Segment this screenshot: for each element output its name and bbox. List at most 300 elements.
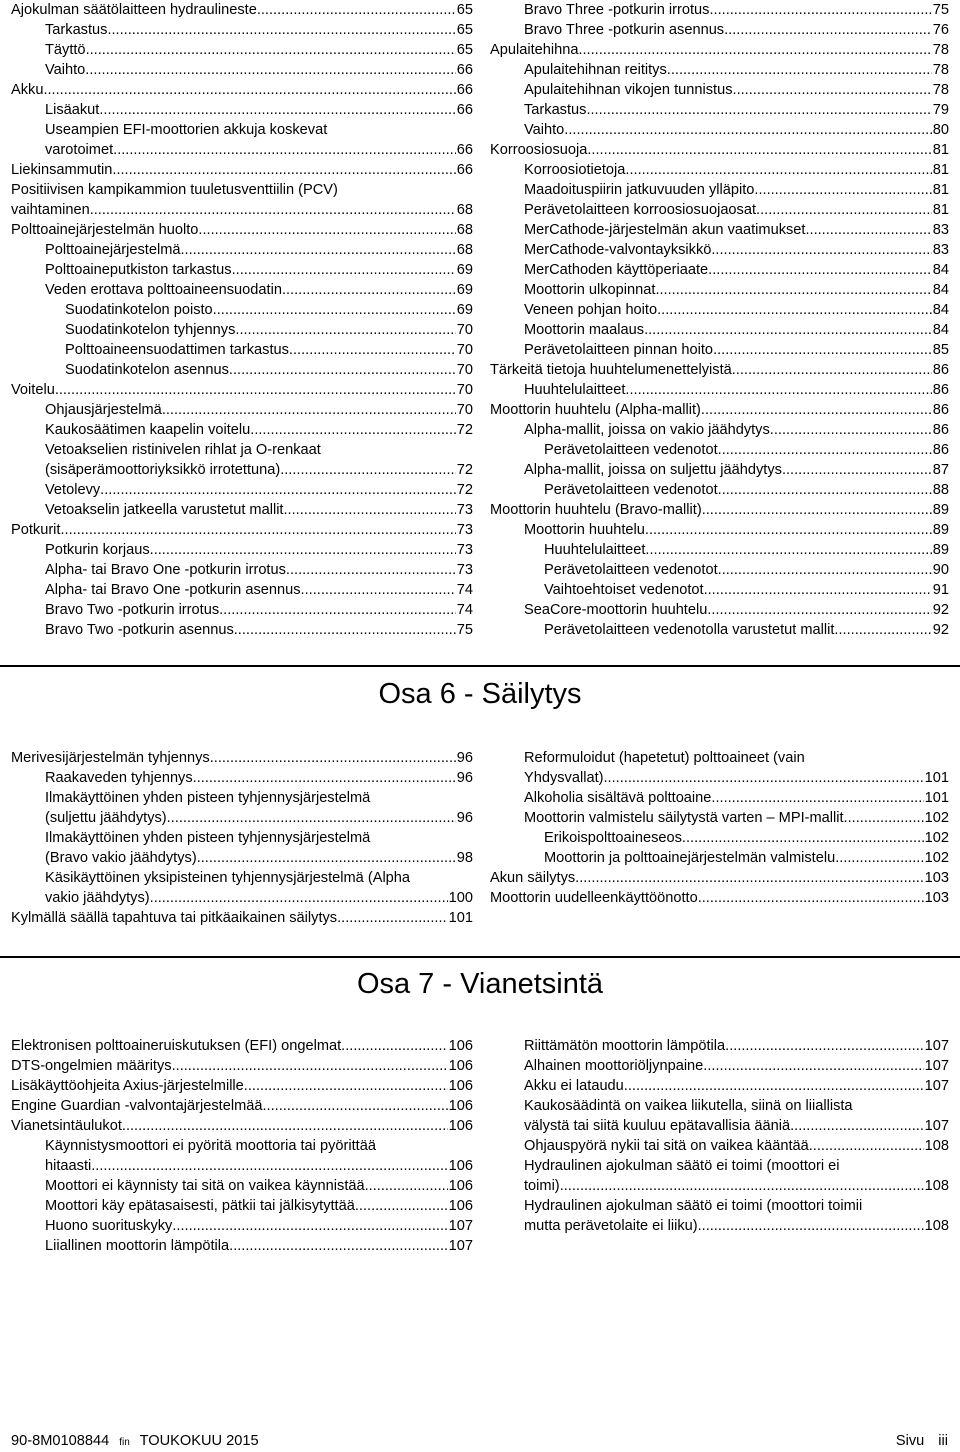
toc-entry-page: 106 [448,1158,473,1174]
toc-entry-page: 107 [448,1238,473,1254]
section-6-title: Osa 6 - Säilytys [378,678,582,710]
toc-entry-title: Moottorin huuhtelu (Alpha-mallit) [490,402,701,418]
toc-entry-title: Akku [11,82,44,98]
toc-entry-title: Hydraulinen ajokulman säätö ei toimi (moottori toimii [524,1198,863,1214]
toc-entry [490,788,949,808]
dot-leader [280,460,456,480]
toc-entry-title: Liiallinen moottorin lämpötila [45,1238,230,1254]
toc-entry [490,520,949,540]
dot-leader [702,500,932,520]
toc-entry [11,1236,473,1256]
toc-entry-page: 107 [924,1038,949,1054]
toc-entry [490,500,949,520]
dot-leader [586,100,931,120]
dot-leader [564,120,931,140]
dot-leader [770,420,932,440]
toc-entry-title: Tarkastus [45,22,108,38]
toc-entry-page: 70 [456,322,473,338]
dot-leader [282,280,456,300]
toc-entry-title: Vaihto [524,122,565,138]
toc-entry-page: 78 [932,42,949,58]
toc-entry [11,220,473,240]
toc-entry-page: 86 [932,422,949,438]
toc-entry [11,0,473,20]
dot-leader [625,160,931,180]
toc-entry [11,1136,473,1176]
dot-leader [707,600,931,620]
toc-entry-page: 108 [924,1218,949,1234]
dot-leader [286,560,456,580]
toc-entry-title: Hydraulinen ajokulman säätö ei toimi (moottori ei [524,1158,840,1174]
toc-entry-title: Käsikäyttöinen yksipisteinen tyhjennysjärjestelmä (Alpha [45,870,411,886]
toc-entry-page: 70 [456,342,473,358]
dot-leader [711,240,931,260]
toc-entry [11,280,473,300]
toc-top-left [11,0,473,640]
page-label: Sivu [895,1433,925,1449]
toc-entry-title: Liekinsammutin [11,162,113,178]
toc-entry-title: MerCathode-järjestelmän akun vaatimukset [524,222,806,238]
toc-entry-page: 68 [456,242,473,258]
dot-leader [624,1076,924,1096]
toc-entry-page: 89 [932,542,949,558]
toc-entry [11,80,473,100]
toc-entry-page: 68 [456,202,473,218]
toc-entry-page: 66 [456,62,473,78]
toc-entry-title: Potkurin korjaus [45,542,150,558]
toc-entry-title: Huuhtelulaitteet [544,542,646,558]
toc-entry [11,1056,473,1076]
dot-leader [708,260,932,280]
toc-entry-title: Alhainen moottoriöljynpaine [524,1058,704,1074]
dot-leader [667,60,932,80]
toc-entry-title: Voitelu [11,382,55,398]
toc-entry-page: 68 [456,222,473,238]
toc-entry [490,1056,949,1076]
dot-leader [578,40,931,60]
dot-leader [844,808,924,828]
dot-leader [90,200,456,220]
toc-entry-page: 84 [932,322,949,338]
toc-entry [11,100,473,120]
dot-leader [122,1116,448,1136]
toc-entry-page: 73 [456,502,473,518]
section-divider [0,665,960,667]
toc-entry-title: Kaukosäädintä on vaikea liikutella, siinä on liiallista [524,1098,853,1114]
toc-entry [11,380,473,400]
dot-leader [709,0,931,20]
toc-entry [490,40,949,60]
toc-entry [490,420,949,440]
toc-entry-title: Lisäkäyttöohjeita Axius-järjestelmille [11,1078,244,1094]
toc-entry [11,520,473,540]
dot-leader [713,340,932,360]
toc-entry-title: Kylmällä säällä tapahtuva tai pitkäaikainen säilytys [11,910,338,926]
language-code: fin [119,1437,130,1448]
toc-entry-title: Veden erottava polttoaineensuodatin [45,282,282,298]
toc-entry-title: Bravo Two -potkurin asennus [45,622,234,638]
toc-entry [490,1156,949,1196]
toc-entry-title: vaihtaminen [11,202,90,218]
toc-entry-page: 102 [924,830,949,846]
toc-entry-title: Tärkeitä tietoja huuhtelumenettelyistä [490,362,732,378]
toc-entry [490,240,949,260]
toc-top-right [490,0,949,640]
toc-entry-page: 107 [924,1078,949,1094]
dot-leader [100,480,456,500]
dot-leader [289,340,456,360]
dot-leader [234,620,456,640]
toc-entry-page: 106 [448,1098,473,1114]
toc-entry-page: 88 [932,482,949,498]
dot-leader [43,80,455,100]
toc-entry [490,140,949,160]
toc-entry-page: 84 [932,302,949,318]
dot-leader [244,1076,448,1096]
toc-entry [490,380,949,400]
toc-entry [11,1036,473,1056]
toc-entry-title: Apulaitehihnan reititys [524,62,667,78]
toc-entry [490,560,949,580]
toc-entry [490,20,949,40]
toc-entry [490,320,949,340]
toc-entry-title: Suodatinkotelon poisto [65,302,213,318]
dot-leader [113,140,456,160]
toc-section6-left [11,748,473,928]
toc-entry [490,1096,949,1136]
toc-entry-title: Useampien EFI-moottorien akkuja koskevat [45,122,328,138]
toc-entry-title: Moottorin huuhtelu (Bravo-mallit) [490,502,702,518]
toc-entry-title: (Bravo vakio jäähdytys) [45,850,197,866]
toc-entry-title: Elektronisen polttoaineruiskutuksen (EFI) ongelmat [11,1038,342,1054]
toc-entry-title: Moottorin valmistelu säilytystä varten – MPI-mallit [524,810,844,826]
toc-entry-title: Perävetolaitteen vedenotot [544,442,718,458]
toc-entry-page: 79 [932,102,949,118]
dot-leader [782,460,932,480]
toc-entry-title: Vetolevy [45,482,101,498]
toc-entry [11,1076,473,1096]
toc-entry [490,1136,949,1156]
toc-entry [490,888,949,908]
toc-entry [490,360,949,380]
toc-entry-page: 87 [932,462,949,478]
toc-entry-title: DTS-ongelmien määritys [11,1058,172,1074]
toc-entry-page: 100 [448,890,473,906]
dot-leader [701,400,932,420]
toc-entry-page: 69 [456,262,473,278]
toc-entry-title: varotoimet [45,142,114,158]
dot-leader [99,100,455,120]
toc-entry [490,80,949,100]
toc-section6-right [490,748,949,908]
dot-leader [724,20,932,40]
toc-entry-title: Bravo Three -potkurin asennus [524,22,725,38]
toc-entry [11,748,473,768]
toc-entry-page: 107 [448,1218,473,1234]
toc-entry-title: Huono suorituskyky [45,1218,173,1234]
toc-entry-page: 81 [932,202,949,218]
dot-leader [341,1036,447,1056]
toc-entry-title: Lisäakut [45,102,100,118]
dot-leader [107,20,455,40]
toc-entry-page: 108 [924,1138,949,1154]
toc-entry [11,560,473,580]
toc-entry-title: Perävetolaitteen korroosiosuojaosat [524,202,757,218]
toc-entry-page: 101 [924,790,949,806]
toc-entry [11,500,473,520]
dot-leader [587,140,931,160]
toc-entry [11,1216,473,1236]
dot-leader [625,380,931,400]
toc-entry-title: Potkurit [11,522,61,538]
toc-entry [11,440,473,480]
toc-entry [490,1196,949,1236]
toc-entry [490,580,949,600]
toc-entry-title: Ilmakäyttöinen yhden pisteen tyhjennysjärjestelmä [45,830,371,846]
dot-leader [193,768,456,788]
toc-entry-page: 70 [456,402,473,418]
toc-entry-title: Akku ei lataudu [524,1078,624,1094]
toc-entry-page: 103 [924,870,949,886]
toc-entry [11,320,473,340]
dot-leader [560,1176,924,1196]
toc-entry-page: 73 [456,542,473,558]
toc-entry-page: 96 [456,770,473,786]
toc-entry-page: 72 [456,462,473,478]
toc-entry-page: 73 [456,522,473,538]
toc-entry-title: Suodatinkotelon tyhjennys [65,322,236,338]
dot-leader [337,908,448,928]
toc-entry-title: hitaasti [45,1158,92,1174]
toc-entry-page: 73 [456,562,473,578]
toc-entry-title: Polttoainejärjestelmä [45,242,181,258]
toc-entry-page: 78 [932,62,949,78]
toc-entry-page: 83 [932,222,949,238]
dot-leader [60,520,455,540]
toc-entry [490,748,949,788]
toc-entry-title: Täyttö [45,42,86,58]
toc-entry [490,1036,949,1056]
toc-entry-title: Bravo Two -potkurin irrotus [45,602,220,618]
toc-entry-page: 108 [924,1178,949,1194]
toc-entry [11,868,473,908]
toc-entry [490,620,949,640]
toc-entry-page: 102 [924,850,949,866]
toc-entry-title: Moottorin ulkopinnat [524,282,656,298]
toc-section7-left [11,1036,473,1256]
section-divider [0,956,960,958]
dot-leader [86,40,456,60]
toc-entry-title: Perävetolaitteen pinnan hoito [524,342,714,358]
dot-leader [232,260,456,280]
toc-entry-title: Tarkastus [524,102,587,118]
dot-leader [229,1236,448,1256]
toc-entry [11,1196,473,1216]
dot-leader [657,300,932,320]
toc-entry [11,480,473,500]
toc-entry-page: 70 [456,362,473,378]
toc-entry [11,340,473,360]
dot-leader [718,560,932,580]
toc-entry-title: Alkoholia sisältävä polttoaine [524,790,712,806]
dot-leader [150,888,448,908]
toc-entry-page: 101 [924,770,949,786]
toc-entry-title: Ajokulman säätölaitteen hydraulineste [11,2,257,18]
toc-entry [490,100,949,120]
toc-entry-page: 92 [932,602,949,618]
dot-leader [172,1056,448,1076]
toc-entry [11,20,473,40]
toc-entry-page: 72 [456,482,473,498]
toc-entry-page: 106 [448,1078,473,1094]
toc-entry-title: Moottorin ja polttoainejärjestelmän valmistelu [544,850,836,866]
toc-entry-title: Kaukosäätimen kaapelin voitelu [45,422,251,438]
toc-entry-page: 86 [932,442,949,458]
toc-entry-page: 66 [456,142,473,158]
toc-entry-title: Polttoainejärjestelmän huolto [11,222,199,238]
toc-entry [11,1116,473,1136]
toc-entry-title: Perävetolaitteen vedenotot [544,562,718,578]
toc-entry-page: 65 [456,2,473,18]
toc-entry [490,340,949,360]
toc-entry-title: Käynnistysmoottori ei pyöritä moottoria tai pyörittää [45,1138,376,1154]
toc-entry-page: 96 [456,750,473,766]
toc-entry-title: Ohjausjärjestelmä [45,402,162,418]
toc-entry-page: 85 [932,342,949,358]
page-number: iii [938,1433,948,1449]
toc-entry-title: MerCathoden käyttöperiaate [524,262,709,278]
toc-entry-title: Reformuloidut (hapetetut) polttoaineet (vain [524,750,805,766]
toc-entry [11,1096,473,1116]
dot-leader [725,1036,923,1056]
toc-entry [490,60,949,80]
toc-section7-right [490,1036,949,1236]
toc-entry [490,808,949,828]
toc-entry-title: Korroosiotietoja [524,162,626,178]
dot-leader [575,868,923,888]
toc-entry-title: Korroosiosuoja [490,142,588,158]
toc-entry-title: Veneen pohjan hoito [524,302,658,318]
toc-entry-page: 86 [932,362,949,378]
dot-leader [167,808,456,828]
toc-entry-page: 103 [924,890,949,906]
toc-entry-title: Huuhtelulaitteet [524,382,626,398]
toc-entry-page: 89 [932,502,949,518]
toc-entry-page: 66 [456,102,473,118]
toc-entry-page: 83 [932,242,949,258]
dot-leader [262,1096,447,1116]
toc-entry-title: Engine Guardian -valvontajärjestelmää [11,1098,263,1114]
toc-entry-page: 75 [932,2,949,18]
toc-entry [11,120,473,160]
doc-number: 90-8M0108844 [11,1433,110,1449]
dot-leader [698,888,924,908]
toc-entry-title: toimi) [524,1178,560,1194]
toc-entry-page: 78 [932,82,949,98]
toc-entry [490,180,949,200]
toc-entry [490,300,949,320]
toc-entry [11,1176,473,1196]
toc-entry [11,180,473,220]
dot-leader [655,280,931,300]
dot-leader [235,320,455,340]
toc-entry-title: Ilmakäyttöinen yhden pisteen tyhjennysjärjestelmä [45,790,371,806]
toc-entry [11,60,473,80]
toc-entry-page: 98 [456,850,473,866]
toc-entry-page: 92 [932,622,949,638]
toc-entry [11,400,473,420]
toc-entry [11,620,473,640]
toc-entry-page: 69 [456,282,473,298]
toc-entry [490,220,949,240]
toc-entry-title: Moottori ei käynnisty tai sitä on vaikea käynnistää [45,1178,365,1194]
toc-entry-title: Suodatinkotelon asennus [65,362,229,378]
toc-entry [11,420,473,440]
toc-entry-title: (suljettu jäähdytys) [45,810,167,826]
toc-entry-page: 86 [932,402,949,418]
dot-leader [198,220,455,240]
toc-entry-title: Ohjauspyörä nykii tai sitä on vaikea kääntää [524,1138,809,1154]
toc-entry-page: 106 [448,1118,473,1134]
toc-entry-title: MerCathode-valvontayksikkö [524,242,712,258]
toc-entry-title: Moottorin uudelleenkäyttöönotto [490,890,698,906]
dot-leader [219,600,456,620]
toc-entry [490,160,949,180]
toc-entry-title: Apulaitehihna [490,42,579,58]
dot-leader [213,300,456,320]
toc-entry [490,400,949,420]
toc-entry-title: Vaihto [45,62,86,78]
toc-entry-page: 107 [924,1118,949,1134]
toc-entry [490,280,949,300]
toc-entry-page: 74 [456,602,473,618]
toc-entry-page: 89 [932,522,949,538]
toc-entry [490,120,949,140]
dot-leader [112,160,455,180]
dot-leader [790,1116,924,1136]
toc-entry [490,540,949,560]
dot-leader [756,200,932,220]
dot-leader [365,1176,448,1196]
section-7-title: Osa 7 - Vianetsintä [356,968,604,1000]
dot-leader [732,360,932,380]
toc-entry-page: 84 [932,262,949,278]
publication-date: TOUKOKUU 2015 [139,1433,259,1449]
toc-entry [11,160,473,180]
toc-entry-page: 65 [456,42,473,58]
toc-entry-title: Akun säilytys [490,870,576,886]
toc-entry [11,580,473,600]
toc-entry-page: 76 [932,22,949,38]
toc-entry-title: Moottori käy epätasaisesti, pätkii tai jälkisytyttää [45,1198,355,1214]
toc-entry-title: Yhdysvallat) [524,770,604,786]
toc-entry [490,200,949,220]
toc-entry [11,240,473,260]
toc-entry-title: Positiivisen kampikammion tuuletusventtiilin (PCV) [11,182,338,198]
dot-leader [805,220,931,240]
toc-entry-title: (sisäperämoottoriyksikkö irrotettuna) [45,462,281,478]
toc-entry-page: 70 [456,382,473,398]
toc-entry [490,0,949,20]
dot-leader [718,480,932,500]
dot-leader [257,0,456,20]
toc-entry [490,440,949,460]
dot-leader [162,400,456,420]
toc-entry-title: välystä tai siitä kuuluu epätavallisia ääniä [524,1118,791,1134]
toc-entry [490,868,949,888]
toc-entry-page: 102 [924,810,949,826]
toc-entry-title: mutta perävetolaite ei liiku) [524,1218,698,1234]
